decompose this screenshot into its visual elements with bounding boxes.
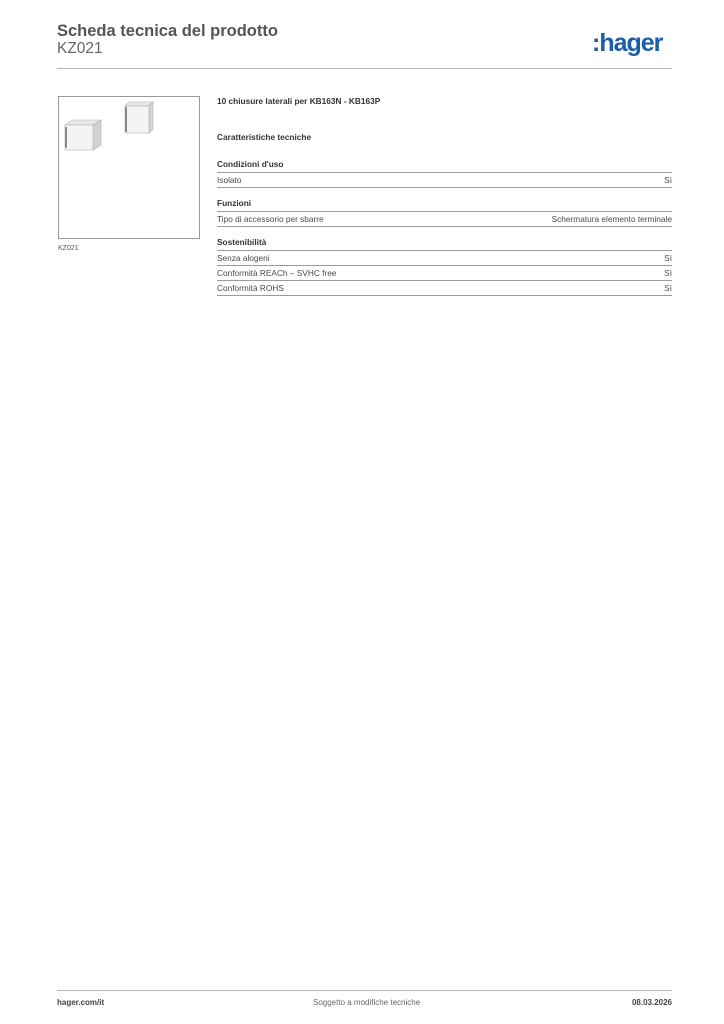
spec-row <box>217 265 672 280</box>
group-title: Funzioni <box>217 198 252 208</box>
spec-label: Isolato <box>217 175 242 185</box>
page-title: Scheda tecnica del prodotto <box>57 22 278 40</box>
spec-row <box>217 280 672 296</box>
footer-date: 08.03.2026 <box>631 998 672 1007</box>
footer-website[interactable]: hager.com/it <box>57 998 105 1007</box>
spec-value: Sì <box>664 253 672 263</box>
product-description: 10 chiusure laterali per KB163N - KB163P <box>217 96 381 106</box>
spec-row <box>217 172 672 188</box>
spec-label: Senza alogeni <box>217 253 270 263</box>
spec-value: Schermatura elemento terminale <box>551 214 672 224</box>
spec-value: Sì <box>664 283 672 293</box>
spec-group-functions <box>217 198 672 227</box>
spec-content <box>217 96 672 306</box>
product-code: KZ021 <box>57 40 103 57</box>
header-divider <box>57 68 672 69</box>
spec-value: Sì <box>664 175 672 185</box>
spec-row <box>217 211 672 227</box>
hager-logo <box>592 28 674 58</box>
footer-note: Soggetto a modifiche tecniche <box>313 998 421 1007</box>
image-caption: KZ021 <box>58 245 79 252</box>
spec-group-sustainability <box>217 237 672 296</box>
svg-text::hager: :hager <box>592 29 663 57</box>
product-image <box>58 96 200 239</box>
product-illustration <box>59 97 199 238</box>
tech-specs-heading: Caratteristiche tecniche <box>217 132 312 142</box>
group-title: Condizioni d'uso <box>217 159 284 169</box>
spec-value: Sì <box>664 268 672 278</box>
spec-label: Conformità ROHS <box>217 283 284 293</box>
spec-group-conditions <box>217 159 672 188</box>
spec-label: Tipo di accessorio per sbarre <box>217 214 324 224</box>
spec-label: Conformità REACh – SVHC free <box>217 268 337 278</box>
group-title: Sostenibilità <box>217 237 267 247</box>
spec-row <box>217 250 672 265</box>
footer-divider <box>57 990 672 991</box>
